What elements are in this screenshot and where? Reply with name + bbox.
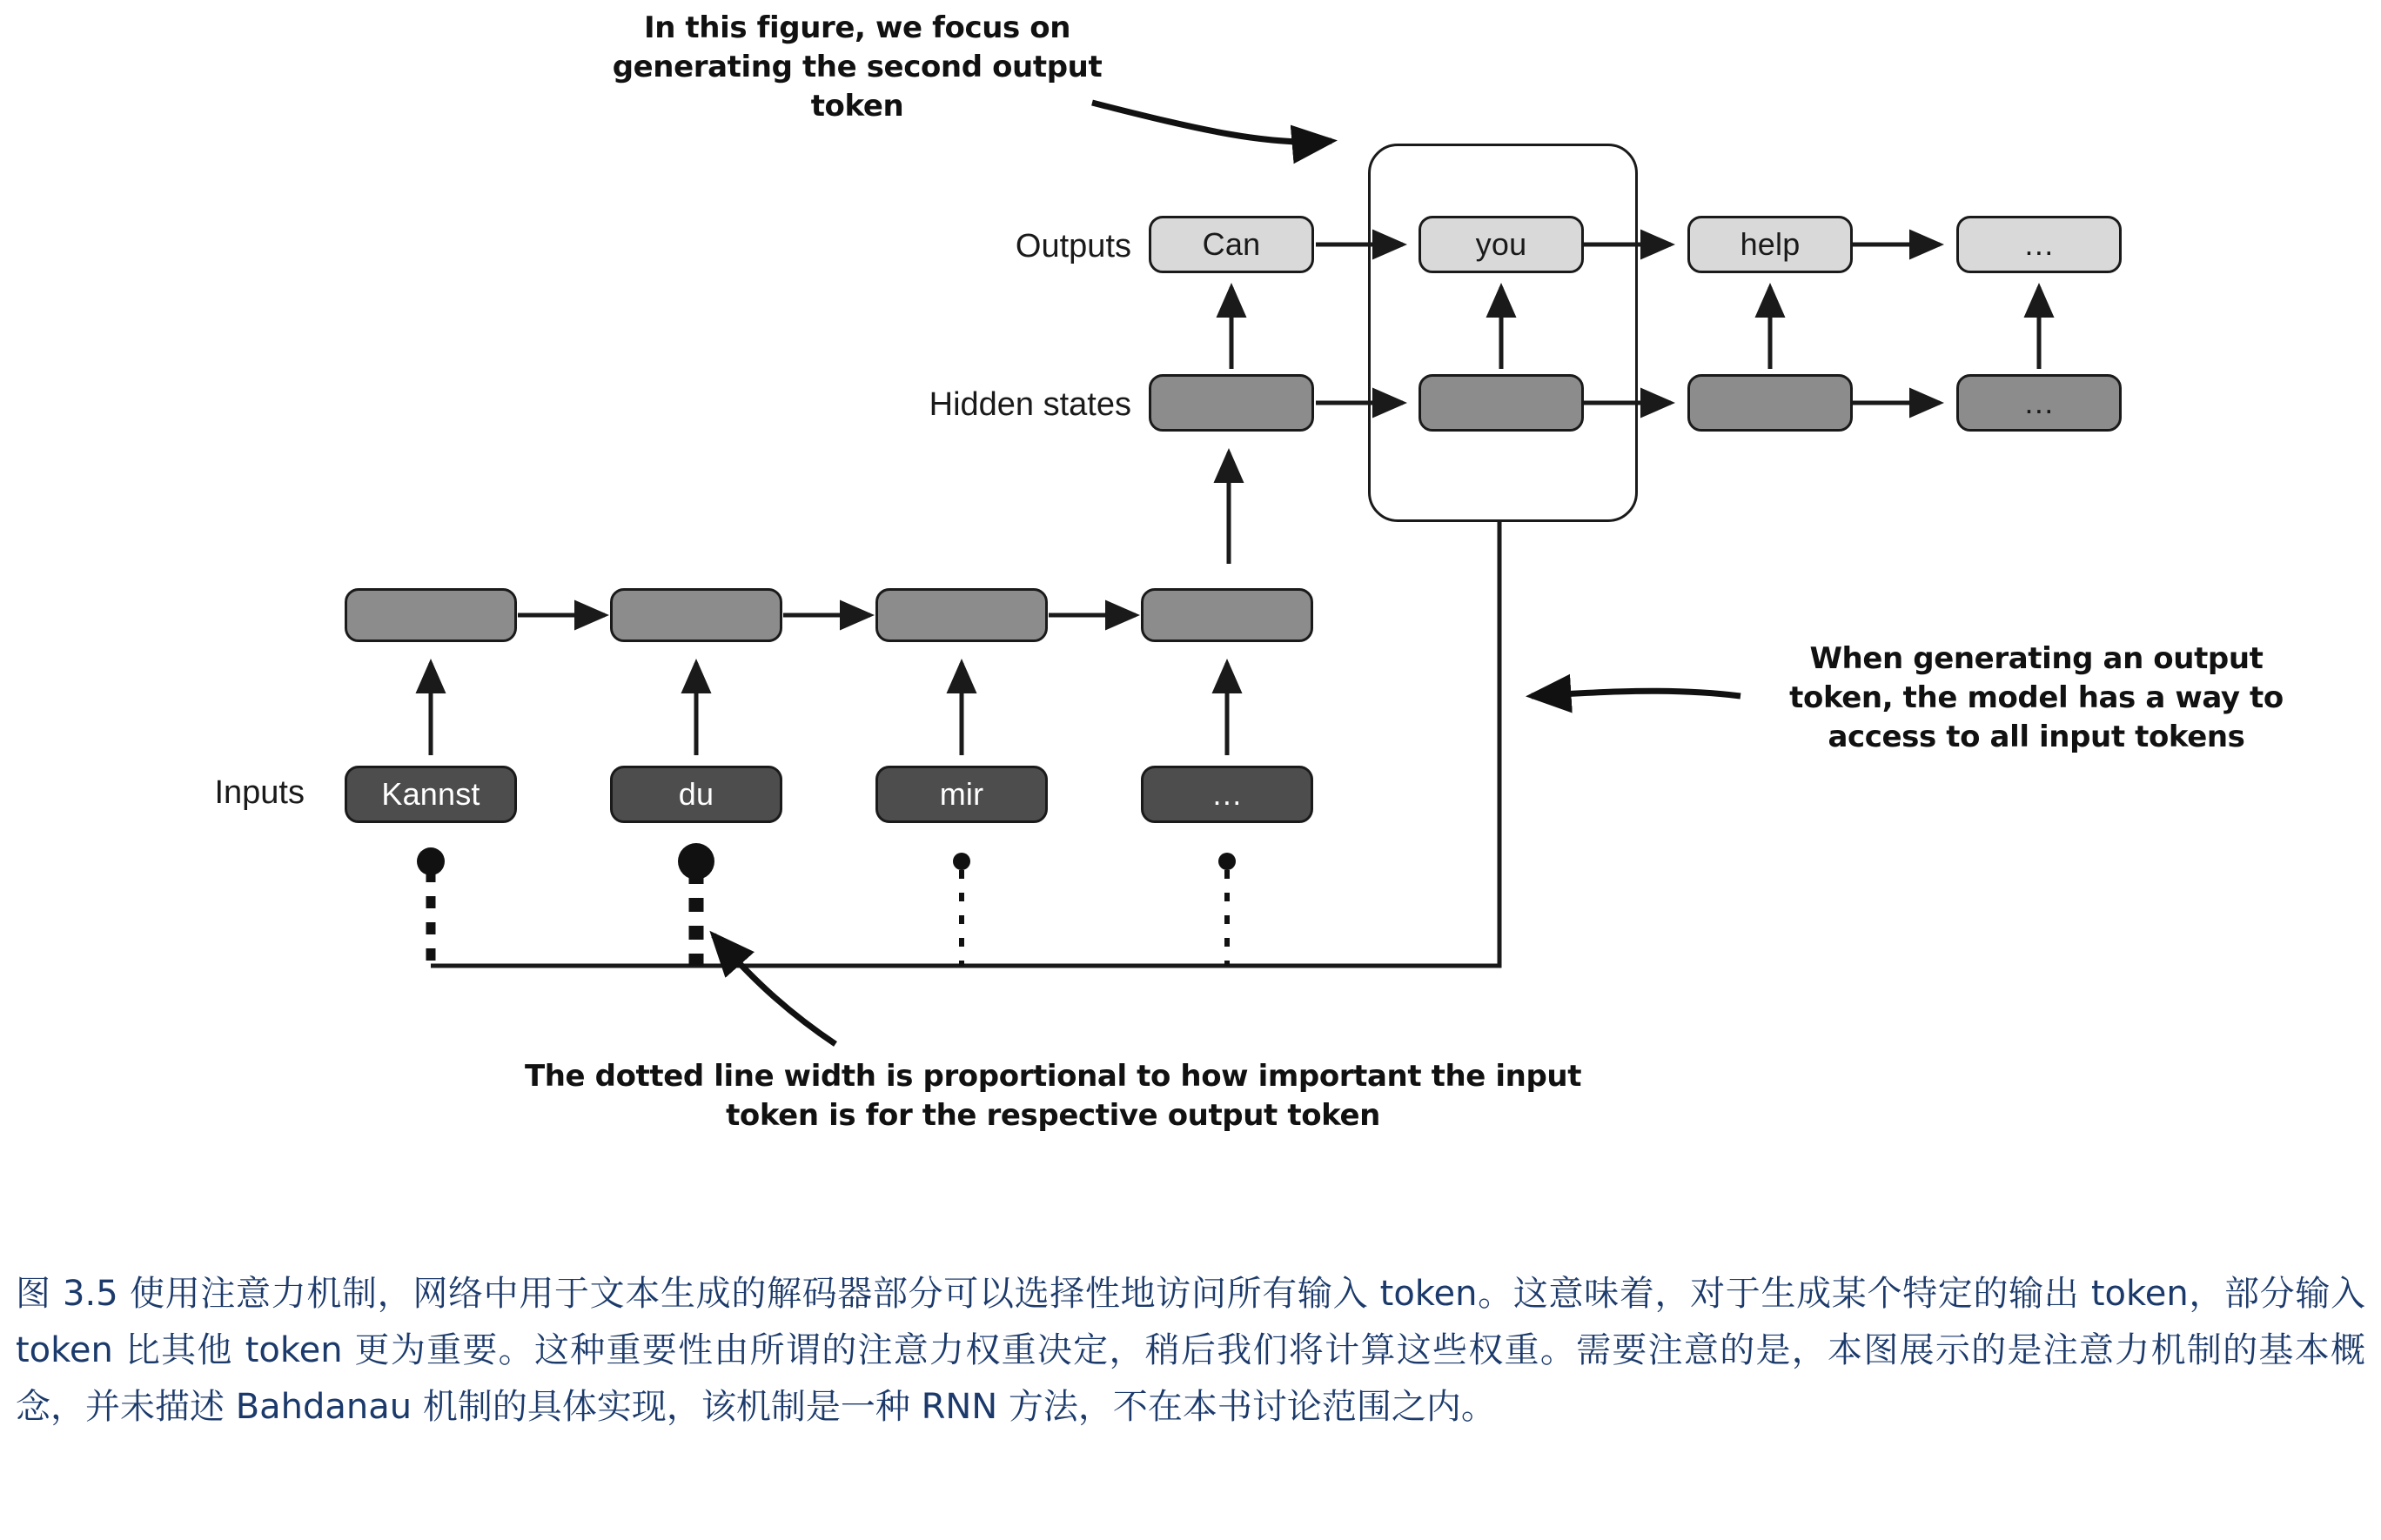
annotation-access: When generating an output token, the model has a way to access to all input tokens [1789,641,2284,754]
figure-caption: 图 3.5 使用注意力机制，网络中用于文本生成的解码器部分可以选择性地访问所有输入 token。这意味着，对于生成某个特定的输出 token，部分输入 token 比其他 token 更为重要。这种重要性由所谓的注意力权重决定，稍后我们将计算这些权重。需要注意的是，本图展示的是注意力机制的基本概念，并未描述 Bahdanau 机制的具体实现，该机制是一种 RNN 方法，不在本书讨论范围之内。 [16,1274,2365,1427]
input-token-3: mir [875,766,1048,823]
encoder-state-1 [345,588,517,642]
input-token-2: du [610,766,782,823]
input-token-4: … [1141,766,1313,823]
hidden-state-4: … [1956,374,2122,432]
annotation-dotted-width: The dotted line width is proportional to how important the input token is for the respective output token [524,1059,1582,1133]
output-token-2: you [1419,216,1584,273]
row-label-hidden-states: Hidden states [929,386,1131,423]
encoder-state-4 [1141,588,1313,642]
encoder-state-2 [610,588,782,642]
output-token-3: help [1687,216,1853,273]
output-token-1: Can [1149,216,1314,273]
annotation-focus: In this figure, we focus on generating the second output token [612,10,1103,124]
output-token-4: … [1956,216,2122,273]
row-label-outputs: Outputs [1015,228,1131,264]
decoder-focus-box [1368,144,1638,522]
row-label-inputs: Inputs [214,774,305,811]
hidden-state-3 [1687,374,1853,432]
encoder-state-3 [875,588,1048,642]
hidden-state-2 [1419,374,1584,432]
input-token-1: Kannst [345,766,517,823]
hidden-state-1 [1149,374,1314,432]
